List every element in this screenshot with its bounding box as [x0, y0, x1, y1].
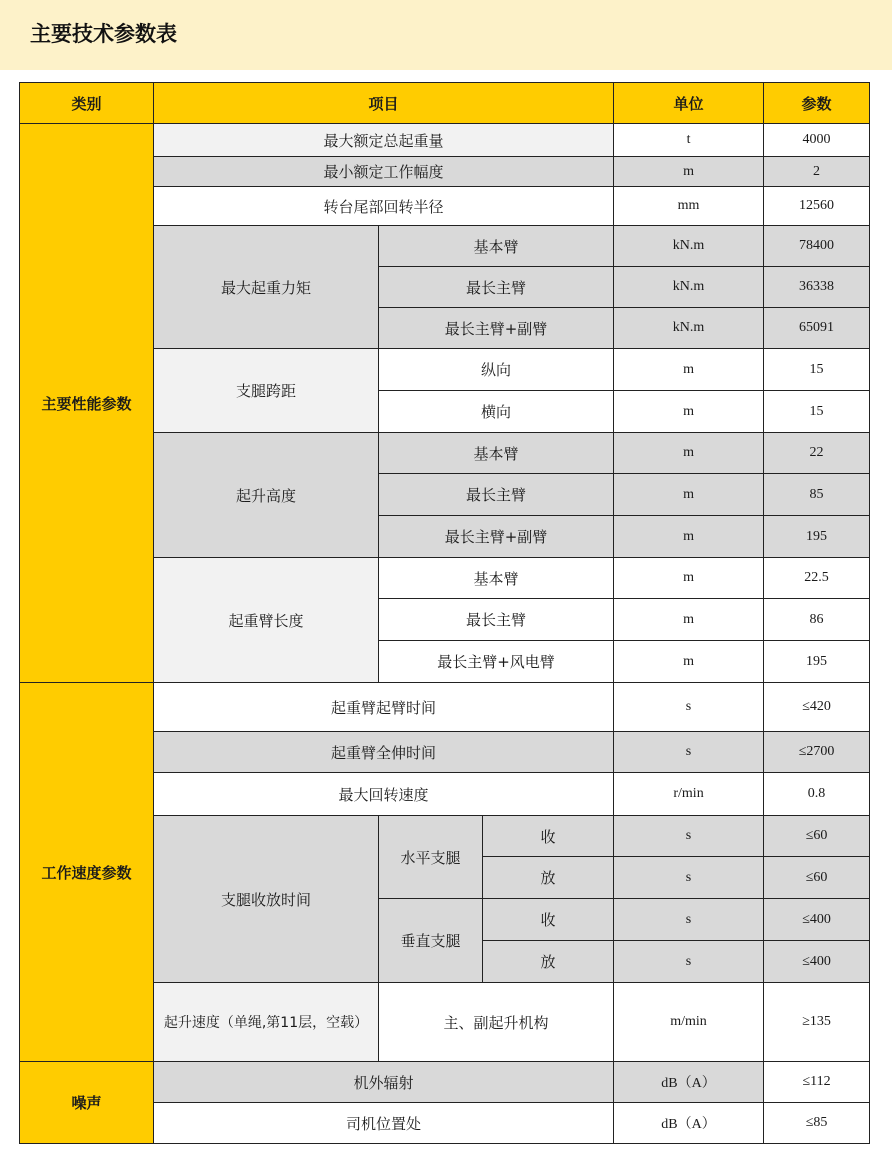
header-param: 参数: [764, 83, 870, 124]
group-label-outrigger: 支腿跨距: [154, 349, 379, 433]
row-unit: s: [614, 857, 764, 899]
row-unit: m: [614, 157, 764, 187]
row-value: 15: [764, 349, 870, 391]
row-unit: mm: [614, 187, 764, 226]
subgroup-label-vertical: 垂直支腿: [379, 899, 483, 983]
row-sublabel: 最长主臂+风电臂: [379, 641, 614, 683]
group-label-outrigger-time: 支腿收放时间: [154, 816, 379, 983]
category-performance: 主要性能参数: [20, 124, 154, 683]
row-value: ≤2700: [764, 732, 870, 773]
row-label: 转台尾部回转半径: [154, 187, 614, 226]
row-value: ≤85: [764, 1103, 870, 1144]
row-value: 22: [764, 433, 870, 474]
row-label: 最大回转速度: [154, 773, 614, 816]
row-unit: m: [614, 433, 764, 474]
group-label-height: 起升高度: [154, 433, 379, 558]
row-unit: dB（A）: [614, 1062, 764, 1103]
row-unit: kN.m: [614, 226, 764, 267]
row-value: 36338: [764, 267, 870, 308]
row-unit: t: [614, 124, 764, 157]
row-sublabel: 最长主臂: [379, 474, 614, 516]
row-sublabel: 收: [483, 816, 614, 857]
row-label: 起重臂全伸时间: [154, 732, 614, 773]
row-unit: s: [614, 899, 764, 941]
spec-table: [19, 82, 870, 1144]
page-title: 主要技术参数表: [30, 22, 177, 46]
category-noise: 噪声: [20, 1062, 154, 1144]
row-sublabel: 最长主臂: [379, 599, 614, 641]
row-unit: s: [614, 816, 764, 857]
row-unit: m: [614, 349, 764, 391]
row-unit: dB（A）: [614, 1103, 764, 1144]
row-unit: m: [614, 599, 764, 641]
row-label: 最小额定工作幅度: [154, 157, 614, 187]
row-value: 195: [764, 516, 870, 558]
row-unit: m: [614, 558, 764, 599]
row-sublabel: 基本臂: [379, 558, 614, 599]
row-unit: m: [614, 641, 764, 683]
row-value: 0.8: [764, 773, 870, 816]
row-sublabel: 基本臂: [379, 433, 614, 474]
row-value: ≥135: [764, 983, 870, 1062]
row-unit: m: [614, 474, 764, 516]
header-category: 类别: [20, 83, 154, 124]
row-unit: m: [614, 516, 764, 558]
row-label: 司机位置处: [154, 1103, 614, 1144]
row-value: 195: [764, 641, 870, 683]
category-speed: 工作速度参数: [20, 683, 154, 1062]
header-item: 项目: [154, 83, 614, 124]
row-unit: s: [614, 683, 764, 732]
row-value: ≤400: [764, 899, 870, 941]
row-label: 最大额定总起重量: [154, 124, 614, 157]
row-unit: m: [614, 391, 764, 433]
row-sublabel: 横向: [379, 391, 614, 433]
row-sublabel: 最长主臂+副臂: [379, 308, 614, 349]
row-unit: kN.m: [614, 308, 764, 349]
row-value: 85: [764, 474, 870, 516]
row-unit: s: [614, 732, 764, 773]
row-value: ≤60: [764, 857, 870, 899]
row-unit: kN.m: [614, 267, 764, 308]
row-sublabel: 纵向: [379, 349, 614, 391]
row-value: 86: [764, 599, 870, 641]
row-label: 机外辐射: [154, 1062, 614, 1103]
table-row: [20, 1062, 870, 1103]
row-value: ≤400: [764, 941, 870, 983]
row-label-hoist-speed: 起升速度（单绳,第11层，空载）: [154, 983, 379, 1062]
row-sublabel: 最长主臂+副臂: [379, 516, 614, 558]
group-label-boom-length: 起重臂长度: [154, 558, 379, 683]
table-row: [20, 683, 870, 732]
row-sublabel: 放: [483, 941, 614, 983]
row-sublabel: 收: [483, 899, 614, 941]
row-unit: s: [614, 941, 764, 983]
row-value: 12560: [764, 187, 870, 226]
subgroup-label-horizontal: 水平支腿: [379, 816, 483, 899]
title-bar: [0, 0, 892, 70]
row-unit: m/min: [614, 983, 764, 1062]
row-value: 65091: [764, 308, 870, 349]
header-unit: 单位: [614, 83, 764, 124]
table-header-row: [20, 83, 870, 124]
row-value: ≤112: [764, 1062, 870, 1103]
row-sublabel: 放: [483, 857, 614, 899]
row-sublabel: 主、副起升机构: [379, 983, 614, 1062]
row-value: 22.5: [764, 558, 870, 599]
row-unit: r/min: [614, 773, 764, 816]
row-value: 15: [764, 391, 870, 433]
row-value: 78400: [764, 226, 870, 267]
row-value: 2: [764, 157, 870, 187]
row-label: 起重臂起臂时间: [154, 683, 614, 732]
row-value: 4000: [764, 124, 870, 157]
table-row: [20, 124, 870, 157]
row-sublabel: 基本臂: [379, 226, 614, 267]
row-value: ≤60: [764, 816, 870, 857]
group-label-moment: 最大起重力矩: [154, 226, 379, 349]
row-sublabel: 最长主臂: [379, 267, 614, 308]
row-value: ≤420: [764, 683, 870, 732]
